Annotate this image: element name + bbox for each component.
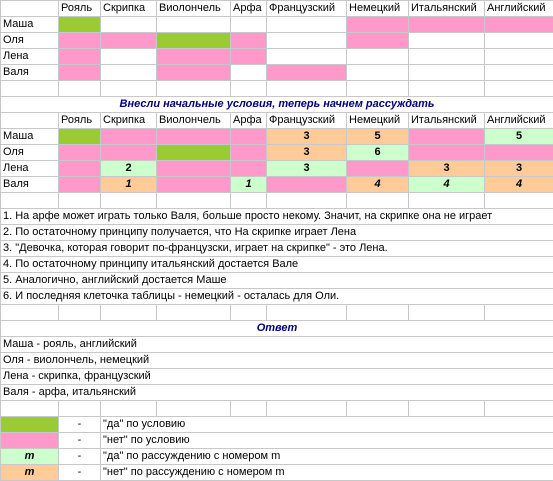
reasoning-row [1,241,553,257]
grid2-cell[interactable] [101,129,157,145]
grid2-cell[interactable]: 6 [347,145,409,161]
row-name[interactable]: Валя [1,177,59,193]
answer-title-row [1,321,553,337]
grid2-cell[interactable]: 3 [267,161,347,177]
column-header[interactable]: Французский [267,113,347,129]
row-name[interactable]: Маша [1,17,59,33]
reasoning-text: 5. Аналогично, английский достается Маше [1,273,553,289]
legend-dash: - [59,449,101,465]
empty-cell[interactable] [347,305,409,321]
grid1-cell[interactable] [101,33,157,49]
empty-cell[interactable] [101,305,157,321]
grid2-row [1,177,553,193]
empty-cell[interactable] [231,305,267,321]
reasoning-text: 2. По остаточному принципу получается, что На скрипке играет Лена [1,225,553,241]
column-header[interactable]: Английский [485,113,553,129]
grid1-cell[interactable] [267,49,347,65]
empty-cell[interactable] [231,81,267,97]
legend-text: "нет" по рассуждению с номером m [101,465,553,481]
answer-row [1,369,553,385]
answer-text: Маша - рояль, английский [1,337,553,353]
empty-cell[interactable] [347,193,409,209]
answer-row [1,353,553,369]
legend-row [1,433,553,449]
empty-cell[interactable] [59,81,101,97]
legend-text: "нет" по условию [101,433,553,449]
grid1-cell[interactable] [101,17,157,33]
grid1-cell[interactable] [231,65,267,81]
column-header[interactable]: Немецкий [347,113,409,129]
row-name[interactable]: Лена [1,161,59,177]
row-name[interactable]: Оля [1,33,59,49]
empty-cell[interactable] [157,401,231,417]
grid2-cell[interactable] [231,129,267,145]
empty-cell[interactable] [157,305,231,321]
grid1-cell[interactable] [267,65,347,81]
grid1-cell[interactable] [157,65,231,81]
reasoning-row [1,273,553,289]
grid2-cell[interactable]: 1 [231,177,267,193]
grid1-cell[interactable] [347,17,409,33]
empty-cell[interactable] [157,193,231,209]
grid1-cell[interactable] [101,65,157,81]
empty-cell[interactable] [485,193,553,209]
column-header[interactable]: Арфа [231,113,267,129]
legend-text: "да" по рассуждению с номером m [101,449,553,465]
column-header[interactable] [1,1,59,17]
empty-cell[interactable] [267,401,347,417]
grid2-cell[interactable] [157,145,231,161]
grid1-cell[interactable] [409,49,485,65]
grid1-cell[interactable] [59,33,101,49]
grid2-row [1,161,553,177]
grid2-cell[interactable]: 1 [101,177,157,193]
empty-cell[interactable] [101,401,157,417]
empty-cell[interactable] [409,81,485,97]
grid1-cell[interactable] [485,17,553,33]
column-header[interactable]: Виолончель [157,113,231,129]
grid2-header-row [1,113,553,129]
legend-swatch [1,433,59,449]
empty-cell[interactable] [1,193,59,209]
empty-cell[interactable] [485,305,553,321]
spacer-row [1,193,553,209]
grid2-cell[interactable]: 2 [101,161,157,177]
row-name[interactable]: Маша [1,129,59,145]
column-header[interactable]: Немецкий [347,1,409,17]
legend-dash: - [59,433,101,449]
column-header[interactable]: Скрипка [101,1,157,17]
column-header[interactable]: Арфа [231,1,267,17]
grid1-row [1,49,553,65]
empty-cell[interactable] [347,401,409,417]
grid2-cell[interactable]: 5 [485,129,553,145]
grid1-cell[interactable] [347,33,409,49]
row-name[interactable]: Валя [1,65,59,81]
empty-cell[interactable] [1,81,59,97]
legend-swatch: m [1,465,59,481]
grid2-cell[interactable] [59,129,101,145]
grid2-cell[interactable] [409,145,485,161]
column-header[interactable]: Итальянский [409,1,485,17]
spacer-row [1,305,553,321]
reasoning-row [1,289,553,305]
grid1-cell[interactable] [267,17,347,33]
column-header[interactable]: Скрипка [101,113,157,129]
empty-cell[interactable] [347,81,409,97]
grid1-row [1,65,553,81]
grid2-cell[interactable]: 3 [485,161,553,177]
reasoning-text: 3. "Девочка, которая говорит по-французски, играет на скрипке" - это Лена. [1,241,553,257]
empty-cell[interactable] [59,305,101,321]
grid2-cell[interactable] [59,145,101,161]
empty-cell[interactable] [409,193,485,209]
spacer-row [1,401,553,417]
grid2-row [1,129,553,145]
legend-swatch [1,417,59,433]
reasoning-row [1,225,553,241]
grid2-cell[interactable]: 4 [347,177,409,193]
section-title: Внесли начальные условия, теперь начнем рассуждать [1,97,553,113]
answer-row [1,385,553,401]
grid2-row [1,145,553,161]
column-header[interactable]: Английский [485,1,553,17]
grid2-cell[interactable]: 4 [485,177,553,193]
grid1-cell[interactable] [59,65,101,81]
column-header[interactable]: Рояль [59,113,101,129]
grid1-cell[interactable] [231,33,267,49]
empty-cell[interactable] [485,401,553,417]
grid1-cell[interactable] [157,17,231,33]
grid1-cell[interactable] [485,49,553,65]
grid1-cell[interactable] [101,49,157,65]
empty-cell[interactable] [485,81,553,97]
empty-cell[interactable] [101,193,157,209]
grid2-cell[interactable]: 3 [267,129,347,145]
reasoning-text: 6. И последняя клеточка таблицы - немецкий - осталась для Оли. [1,289,553,305]
empty-cell[interactable] [59,193,101,209]
grid1-cell[interactable] [409,17,485,33]
legend-swatch: m [1,449,59,465]
empty-cell[interactable] [1,305,59,321]
grid1-cell[interactable] [157,33,231,49]
grid1-cell[interactable] [231,49,267,65]
empty-cell[interactable] [231,193,267,209]
spacer-row [1,81,553,97]
row-name[interactable]: Оля [1,145,59,161]
grid1-cell[interactable] [409,65,485,81]
column-header[interactable] [1,113,59,129]
reasoning-row [1,257,553,273]
grid1-row [1,17,553,33]
empty-cell[interactable] [101,81,157,97]
grid1-header-row [1,1,553,17]
grid1-cell[interactable] [59,17,101,33]
grid1-cell[interactable] [485,65,553,81]
legend-row [1,417,553,433]
grid2-cell[interactable]: 5 [347,129,409,145]
empty-cell[interactable] [409,401,485,417]
answer-title: Ответ [1,321,553,337]
column-header[interactable]: Виолончель [157,1,231,17]
grid2-cell[interactable] [485,145,553,161]
empty-cell[interactable] [157,81,231,97]
grid2-cell[interactable] [59,161,101,177]
empty-cell[interactable] [1,401,59,417]
empty-cell[interactable] [267,193,347,209]
empty-cell[interactable] [409,305,485,321]
empty-cell[interactable] [231,401,267,417]
grid2-cell[interactable] [231,161,267,177]
grid2-cell[interactable] [101,145,157,161]
grid1-cell[interactable] [157,49,231,65]
column-header[interactable]: Итальянский [409,113,485,129]
grid1-cell[interactable] [59,49,101,65]
grid2-cell[interactable] [347,161,409,177]
legend-row [1,449,553,465]
answer-text: Лена - скрипка, французский [1,369,553,385]
empty-cell[interactable] [59,401,101,417]
grid2-cell[interactable] [409,129,485,145]
empty-cell[interactable] [267,305,347,321]
row-name[interactable]: Лена [1,49,59,65]
grid1-cell[interactable] [409,33,485,49]
section-title-row [1,97,553,113]
legend-row [1,465,553,481]
grid2-cell[interactable]: 4 [409,177,485,193]
empty-cell[interactable] [267,81,347,97]
reasoning-text: 1. На арфе может играть только Валя, больше просто некому. Значит, на скрипке она не играет [1,209,553,225]
grid1-cell[interactable] [485,33,553,49]
answer-text: Оля - виолончель, немецкий [1,353,553,369]
legend-dash: - [59,465,101,481]
column-header[interactable]: Французский [267,1,347,17]
reasoning-row [1,209,553,225]
grid1-cell[interactable] [267,33,347,49]
grid2-cell[interactable] [267,177,347,193]
grid2-cell[interactable]: 3 [267,145,347,161]
grid2-cell[interactable] [59,177,101,193]
grid2-cell[interactable] [157,161,231,177]
grid2-cell[interactable]: 3 [409,161,485,177]
grid2-cell[interactable] [231,145,267,161]
reasoning-text: 4. По остаточному принципу итальянский достается Вале [1,257,553,273]
legend-dash: - [59,417,101,433]
grid2-cell[interactable] [157,129,231,145]
grid1-cell[interactable] [231,17,267,33]
column-header[interactable]: Рояль [59,1,101,17]
answer-row [1,337,553,353]
legend-text: "да" по условию [101,417,553,433]
grid2-cell[interactable] [157,177,231,193]
grid1-cell[interactable] [347,65,409,81]
grid1-row [1,33,553,49]
answer-text: Валя - арфа, итальянский [1,385,553,401]
grid1-cell[interactable] [347,49,409,65]
